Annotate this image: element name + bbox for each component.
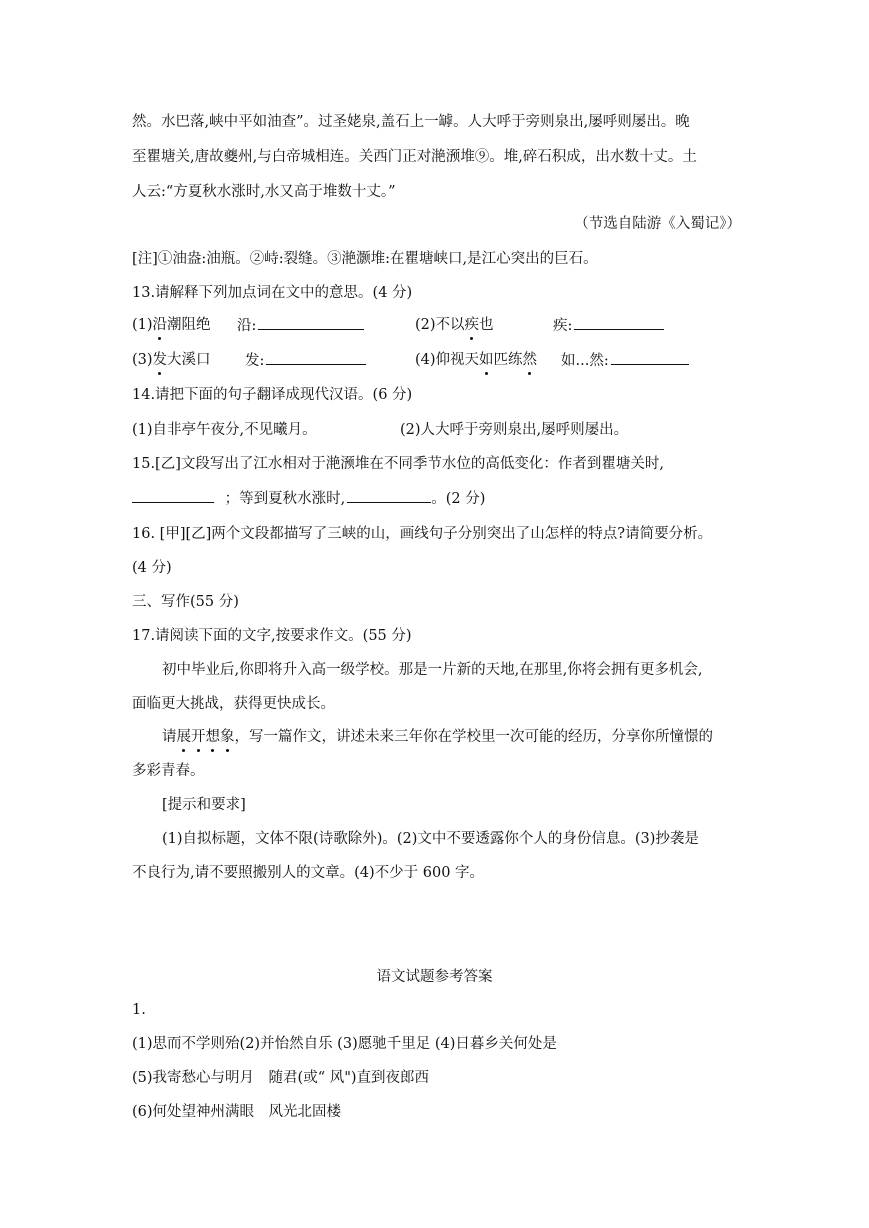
answer-field-3[interactable]: 发: xyxy=(245,350,366,371)
answer-blank[interactable] xyxy=(574,315,664,330)
prompt-paragraph: 多彩青春。 xyxy=(132,763,205,779)
emphasis-char: 沿 xyxy=(152,317,168,333)
question-17-stem: 17.请阅读下面的文字,按要求作文。(55 分) xyxy=(132,628,412,644)
passage-source: （节选自陆游《入蜀记》） xyxy=(574,216,741,232)
question-13-item-2: (2)不以疾也 xyxy=(415,317,494,333)
emphasis-char: 疾 xyxy=(464,317,480,333)
emphasis-char: 想 xyxy=(205,729,220,745)
answer-field-2[interactable]: 疾: xyxy=(553,315,664,336)
question-14-sentence-1: (1)自非亭午夜分,不见曦月。 xyxy=(132,422,317,438)
answer-key-title: 语文试题参考答案 xyxy=(376,969,493,985)
answer-blank[interactable] xyxy=(347,488,431,503)
passage-line: 人云:“方夏秋水涨时,水又高于堆数十丈。” xyxy=(132,184,396,200)
requirements: (1)自拟标题，文体不限(诗歌除外)。(2)文中不要透露你个人的身份信息。(3)抄袭是 xyxy=(162,831,699,847)
emphasis-char: 开 xyxy=(191,729,206,745)
answer-blank[interactable] xyxy=(132,488,214,503)
passage-note: [注]①油盎:油瓶。②峙:裂缝。③滟灏堆:在瞿塘峡口,是江心突出的巨石。 xyxy=(132,251,598,267)
question-16-stem: 16. [甲][乙]两个文段都描写了三峡的山，画线句子分别突出了山怎样的特点?请简要分析。 xyxy=(132,526,713,542)
emphasis-char: 展 xyxy=(176,729,191,745)
question-15-stem: 15.[乙]文段写出了江水相对于滟滪堆在不同季节水位的高低变化：作者到瞿塘关时, xyxy=(132,456,664,472)
prompt-paragraph: 初中毕业后,你即将升入高一级学校。那是一片新的天地,在那里,你将会拥有更多机会, xyxy=(162,662,703,678)
answer-line: (6)何处望神州满眼 风光北固楼 xyxy=(132,1104,342,1120)
answer-line: (5)我寄愁心与明月 随君(或“ 风")直到夜郎西 xyxy=(132,1070,430,1086)
tips-heading: [提示和要求] xyxy=(162,797,246,813)
emphasis-char: 如 xyxy=(479,352,494,368)
passage-line: 然。水巴落,峡中平如油查”。过圣姥泉,盖石上一罅。人大呼于旁则泉出,屡呼则屡出。晚 xyxy=(132,114,690,130)
answer-number: 1. xyxy=(132,1002,146,1018)
question-14-stem: 14.请把下面的句子翻译成现代汉语。(6 分) xyxy=(132,387,413,403)
section-heading: 三、写作(55 分) xyxy=(132,594,239,610)
question-14-sentence-2: (2)人大呼于旁则泉出,屡呼则屡出。 xyxy=(400,422,629,438)
question-13-stem: 13.请解释下列加点词在文中的意思。(4 分) xyxy=(132,285,413,301)
question-13-item-4: (4)仰视天如匹练然 xyxy=(415,352,538,368)
answer-blank[interactable] xyxy=(611,350,689,365)
answer-line: (1)思而不学则殆(2)并怡然自乐 (3)愿驰千里足 (4)日暮乡关何处是 xyxy=(132,1036,557,1052)
prompt-paragraph: 面临更大挑战，获得更快成长。 xyxy=(132,696,335,712)
answer-field-1[interactable]: 沿: xyxy=(237,315,364,336)
requirements: 不良行为,请不要照搬别人的文章。(4)不少于 600 字。 xyxy=(132,865,485,881)
answer-blank[interactable] xyxy=(266,350,366,365)
emphasis-char: 然 xyxy=(522,352,538,368)
emphasis-char: 象 xyxy=(220,729,235,745)
emphasis-char: 发 xyxy=(152,352,168,368)
question-13-item-1: (1)沿潮阻绝 xyxy=(132,317,211,333)
question-13-item-3: (3)发大溪口 xyxy=(132,352,211,368)
answer-blank[interactable] xyxy=(258,315,364,330)
question-16-score: (4 分) xyxy=(132,560,172,576)
passage-line: 至瞿塘关,唐故夔州,与白帝城相连。关西门正对滟滪堆⑨。堆,碎石积成，出水数十丈。土 xyxy=(132,149,697,165)
question-15-blanks: ；等到夏秋水涨时, 。(2 分) xyxy=(132,488,485,509)
prompt-paragraph: 请展开想象，写一篇作文，讲述未来三年你在学校里一次可能的经历，分享你所憧憬的 xyxy=(162,729,713,745)
answer-field-4[interactable]: 如...然: xyxy=(561,350,689,371)
